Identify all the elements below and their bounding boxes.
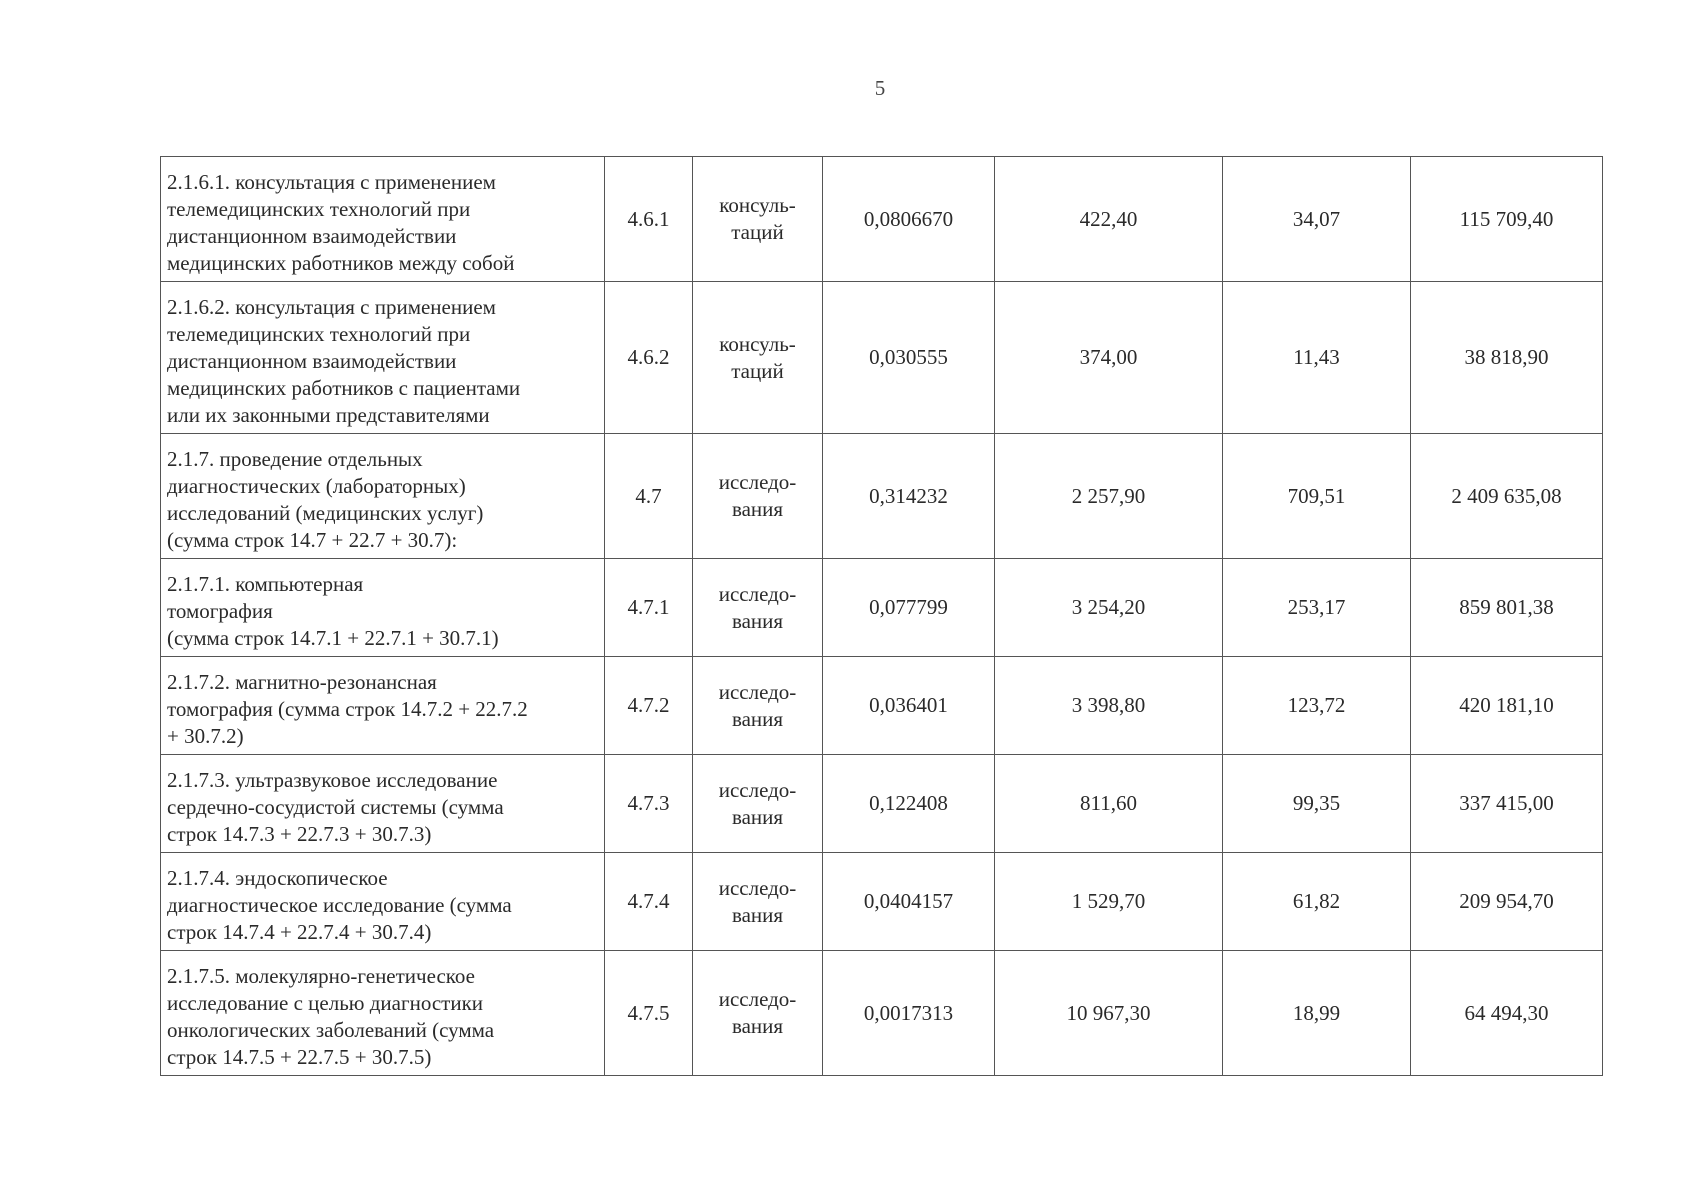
page-number: 5 [874, 76, 886, 100]
row-value-4-cell: 38 818,90 [1411, 282, 1603, 434]
row-value-4-cell: 337 415,00 [1411, 755, 1603, 853]
row-value-2-cell: 2 257,90 [995, 434, 1223, 559]
row-unit-cell: исследо- вания [693, 657, 823, 755]
row-code-cell: 4.7.3 [605, 755, 693, 853]
row-value-3-cell: 18,99 [1223, 951, 1411, 1076]
row-unit-cell: исследо- вания [693, 951, 823, 1076]
row-value-2-cell: 422,40 [995, 157, 1223, 282]
row-name-cell: 2.1.6.1. консультация с применением телемедицинских технологий при дистанционном взаимодействии медицинских работников между собой [161, 157, 605, 282]
row-value-1-cell: 0,0017313 [823, 951, 995, 1076]
table-row [161, 559, 1603, 657]
row-code-cell: 4.7.4 [605, 853, 693, 951]
row-code-cell: 4.7 [605, 434, 693, 559]
row-name-cell: 2.1.7.3. ультразвуковое исследование сердечно-сосудистой системы (сумма строк 14.7.3 + 22.7.3 + 30.7.3) [161, 755, 605, 853]
row-unit-cell: исследо- вания [693, 434, 823, 559]
row-code-cell: 4.6.1 [605, 157, 693, 282]
row-name-cell: 2.1.7. проведение отдельных диагностических (лабораторных) исследований (медицинских услуг) (сумма строк 14.7 + 22.7 + 30.7): [161, 434, 605, 559]
row-value-3-cell: 99,35 [1223, 755, 1411, 853]
row-value-4-cell: 115 709,40 [1411, 157, 1603, 282]
row-name-cell: 2.1.6.2. консультация с применением телемедицинских технологий при дистанционном взаимодействии медицинских работников с пациентами или их законными представителями [161, 282, 605, 434]
row-unit-cell: исследо- вания [693, 559, 823, 657]
row-name-cell: 2.1.7.4. эндоскопическое диагностическое исследование (сумма строк 14.7.4 + 22.7.4 + 30.7.4) [161, 853, 605, 951]
row-value-2-cell: 3 254,20 [995, 559, 1223, 657]
row-value-2-cell: 3 398,80 [995, 657, 1223, 755]
row-value-4-cell: 64 494,30 [1411, 951, 1603, 1076]
row-value-1-cell: 0,0806670 [823, 157, 995, 282]
row-name-cell: 2.1.7.1. компьютерная томография (сумма строк 14.7.1 + 22.7.1 + 30.7.1) [161, 559, 605, 657]
row-value-2-cell: 1 529,70 [995, 853, 1223, 951]
row-value-4-cell: 420 181,10 [1411, 657, 1603, 755]
table-row [161, 853, 1603, 951]
row-value-1-cell: 0,314232 [823, 434, 995, 559]
row-value-4-cell: 2 409 635,08 [1411, 434, 1603, 559]
row-code-cell: 4.6.2 [605, 282, 693, 434]
row-value-1-cell: 0,0404157 [823, 853, 995, 951]
row-value-1-cell: 0,122408 [823, 755, 995, 853]
row-name-cell: 2.1.7.2. магнитно-резонансная томография (сумма строк 14.7.2 + 22.7.2 + 30.7.2) [161, 657, 605, 755]
row-value-3-cell: 253,17 [1223, 559, 1411, 657]
financing-table [160, 156, 1603, 1076]
row-code-cell: 4.7.1 [605, 559, 693, 657]
row-code-cell: 4.7.2 [605, 657, 693, 755]
row-unit-cell: консуль- таций [693, 157, 823, 282]
table-row [161, 157, 1603, 282]
row-code-cell: 4.7.5 [605, 951, 693, 1076]
table-row [161, 755, 1603, 853]
table-row [161, 657, 1603, 755]
row-value-2-cell: 811,60 [995, 755, 1223, 853]
row-value-3-cell: 123,72 [1223, 657, 1411, 755]
row-value-1-cell: 0,077799 [823, 559, 995, 657]
row-value-4-cell: 209 954,70 [1411, 853, 1603, 951]
row-value-3-cell: 709,51 [1223, 434, 1411, 559]
row-value-1-cell: 0,036401 [823, 657, 995, 755]
table-row [161, 282, 1603, 434]
table-row [161, 434, 1603, 559]
row-value-4-cell: 859 801,38 [1411, 559, 1603, 657]
row-value-1-cell: 0,030555 [823, 282, 995, 434]
row-value-2-cell: 10 967,30 [995, 951, 1223, 1076]
row-unit-cell: исследо- вания [693, 755, 823, 853]
table-row [161, 951, 1603, 1076]
row-value-3-cell: 11,43 [1223, 282, 1411, 434]
row-name-cell: 2.1.7.5. молекулярно-генетическое исследование с целью диагностики онкологических заболеваний (сумма строк 14.7.5 + 22.7.5 + 30.7.5) [161, 951, 605, 1076]
row-unit-cell: исследо- вания [693, 853, 823, 951]
row-value-3-cell: 34,07 [1223, 157, 1411, 282]
row-value-3-cell: 61,82 [1223, 853, 1411, 951]
row-unit-cell: консуль- таций [693, 282, 823, 434]
row-value-2-cell: 374,00 [995, 282, 1223, 434]
